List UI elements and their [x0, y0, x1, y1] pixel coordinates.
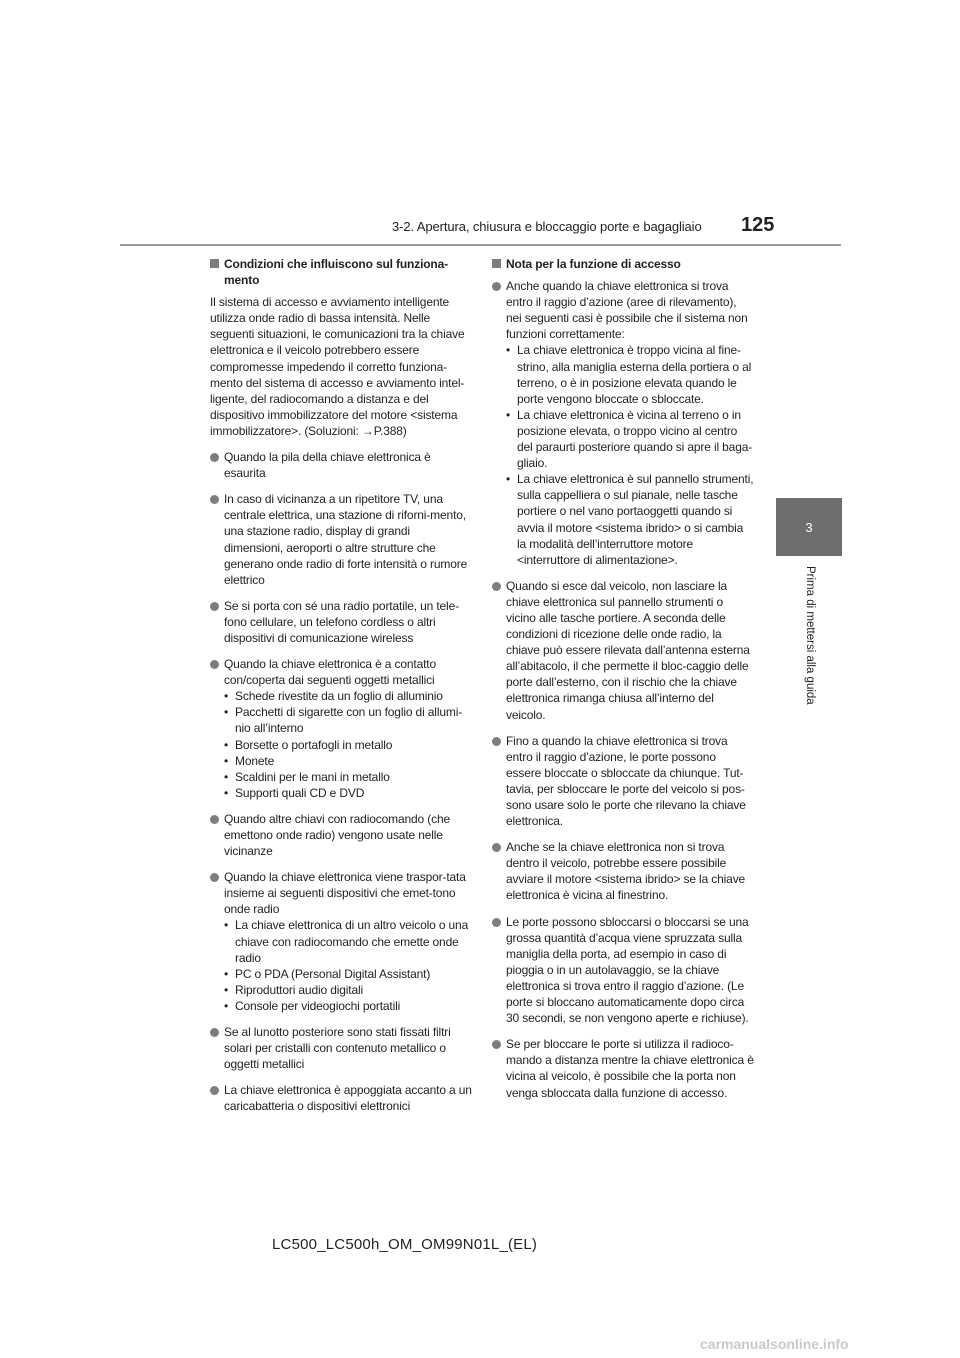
header-divider [120, 244, 841, 246]
note-list [492, 278, 754, 1101]
round-bullet-icon [492, 737, 501, 746]
round-bullet-icon [210, 1086, 219, 1095]
chapter-title-vertical: Prima di mettersi alla guida [804, 566, 816, 705]
list-item [210, 449, 472, 481]
round-bullet-icon [492, 843, 501, 852]
sub-list-item: • Riproduttori audio digitali [224, 982, 472, 998]
round-bullet-icon [492, 1040, 501, 1049]
list-item-text: Quando la chiave elettronica viene traspor-tata insieme ai seguenti dispositivi che emet-tono onde radio [224, 870, 466, 917]
round-bullet-icon [210, 660, 219, 669]
list-item [492, 1036, 754, 1100]
list-item [210, 869, 472, 1014]
watermark-text: carmanualsonline.info [700, 1336, 849, 1352]
chapter-tab [776, 498, 842, 556]
list-item-text: Anche quando la chiave elettronica si trova entro il raggio d’azione (aree di rilevamento), nei seguenti casi è possibile che il sistema non funzioni correttamente: [506, 279, 748, 342]
list-item [210, 491, 472, 588]
sub-list-item: • Console per videogiochi portatili [224, 998, 472, 1014]
round-bullet-icon [210, 815, 219, 824]
sub-list-item: • Pacchetti di sigarette con un foglio di allumi-nio all’interno [224, 704, 472, 736]
square-bullet-icon [210, 259, 219, 268]
heading-text: Condizioni che influiscono sul funziona-mento [224, 257, 448, 288]
list-item-text: Se al lunotto posteriore sono stati fissati filtri solari per cristalli con contenuto metallico o oggetti metallici [224, 1025, 451, 1072]
list-item-text: Fino a quando la chiave elettronica si trova entro il raggio d’azione, le porte possono essere bloccate o sbloccate da chiunque. Tut-tavia, per sbloccare le porte del veicolo si pos-sono usare solo le porte che rilevano la chiave elettronica. [506, 733, 746, 829]
list-item-text: In caso di vicinanza a un ripetitore TV, una centrale elettrica, una stazione di riforni-mento, una stazione radio, display di grandi dimensioni, aeroporti o altre strutture che generano onde radio di forte intensità o rumore elettrico [224, 492, 468, 587]
list-item [492, 839, 754, 903]
list-item-text: Quando altre chiavi con radiocomando (che emettono onde radio) vengono usate nelle vicinanze [224, 811, 450, 859]
sub-list-item: • PC o PDA (Personal Digital Assistant) [224, 966, 472, 982]
section-heading [492, 256, 754, 272]
list-item [210, 598, 472, 646]
right-column [492, 256, 754, 1111]
list-item-text: Quando la chiave elettronica è a contatto con/coperta dai seguenti oggetti metallici [224, 657, 436, 688]
sub-list-item: • La chiave elettronica è sul pannello strumenti, sulla cappelliera o sul pianale, nelle tasche portiere o nel vano portaoggetti quando si avvia il motore <sistema ibrido> o si cambia la modalità dell’interruttore motore <interruttore di alimentazione>. [506, 471, 754, 568]
round-bullet-icon [492, 918, 501, 927]
list-item [492, 733, 754, 830]
list-item [492, 578, 754, 723]
sub-list-item: • La chiave elettronica è vicina al terreno o in posizione elevata, o troppo vicino al centro del paraurti posteriore quando si apre il baga-gliaio. [506, 407, 754, 471]
round-bullet-icon [210, 495, 219, 504]
list-item [210, 1024, 472, 1072]
list-item [210, 656, 472, 801]
left-column [210, 256, 472, 1125]
list-item-text: La chiave elettronica è appoggiata accanto a un caricabatteria o dispositivi elettronici [224, 1083, 472, 1114]
round-bullet-icon [492, 282, 501, 291]
list-item [492, 914, 754, 1027]
chapter-number: 3 [805, 519, 813, 535]
list-item-text: Le porte possono sbloccarsi o bloccarsi se una grossa quantità d’acqua viene spruzzata sulla maniglia della porta, ad esempio in caso di pioggia o in un autolavaggio, se la chiave elettronica si trova entro il raggio d’azione. (Le porte si bloccano automaticamente dopo circa 30 secondi, se non vengono aperte e richiuse). [506, 914, 749, 1026]
sub-list-item: • La chiave elettronica di un altro veicolo o una chiave con radiocomando che emette onde radio [224, 917, 472, 965]
section-heading [210, 256, 472, 288]
round-bullet-icon [210, 1028, 219, 1037]
list-item [210, 1082, 472, 1114]
round-bullet-icon [210, 453, 219, 462]
round-bullet-icon [492, 582, 501, 591]
list-item-text: Anche se la chiave elettronica non si trova dentro il veicolo, potrebbe essere possibile avviare il motore <sistema ibrido> se la chiave elettronica è vicina al finestrino. [506, 840, 746, 903]
section-title: 3-2. Apertura, chiusura e bloccaggio porte e bagagliaio [392, 219, 702, 234]
sub-list-item: • Scaldini per le mani in metallo [224, 769, 472, 785]
heading-text: Nota per la funzione di accesso [506, 257, 681, 271]
list-item [492, 278, 754, 568]
list-item-text: Se si porta con sé una radio portatile, un tele-fono cellulare, un telefono cordless o altri dispositivi di comunicazione wireless [224, 598, 459, 645]
list-item-text: Se per bloccare le porte si utilizza il radioco-mando a distanza mentre la chiave elettronica è vicina al veicolo, è possibile che la porta non venga sbloccata dalla funzione di accesso. [506, 1037, 754, 1100]
list-item [210, 811, 472, 859]
list-item-text: Quando la pila della chiave elettronica è esaurita [224, 450, 431, 481]
list-item-text: Quando si esce dal veicolo, non lasciare la chiave elettronica sul pannello strumenti o vicino alle tasche portiere. A seconda delle condizioni di ricezione delle onde radio, la chiave può essere rilevata dall’antenna esterna all’abitacolo, il che permette il bloc-caggio delle porte dall’esterno, con il rischio che la chiave elettronica rimanga chiusa all’interno del veicolo. [506, 578, 750, 722]
sub-list-item: • La chiave elettronica è troppo vicina al fine-strino, alla maniglia esterna della portiera o al terreno, o è in posizione elevata quando le porte vengono bloccate o sbloccate. [506, 342, 754, 406]
round-bullet-icon [210, 873, 219, 882]
condition-list [210, 449, 472, 1114]
document-code: LC500_LC500h_OM_OM99N01L_(EL) [272, 1236, 538, 1253]
sub-list-item: • Supporti quali CD e DVD [224, 785, 472, 801]
square-bullet-icon [492, 259, 501, 268]
intro-paragraph: Il sistema di accesso e avviamento intelligente utilizza onde radio di bassa intensità. Nelle seguenti situazioni, le comunicazioni tra la chiave elettronica e il veicolo potrebbero essere compromesse impedendo il corretto funziona-mento del sistema di accesso e avviamento intel-ligente, del radiocomando a distanza e del dispositivo immobilizzatore del motore <sistema immobilizzatore>. (Soluzioni: →P.388) [210, 295, 465, 438]
sub-list-item: • Monete [224, 753, 472, 769]
round-bullet-icon [210, 602, 219, 611]
page-number: 125 [741, 214, 775, 236]
sub-list-item: • Borsette o portafogli in metallo [224, 737, 472, 753]
sub-list-item: • Schede rivestite da un foglio di alluminio [224, 688, 472, 704]
